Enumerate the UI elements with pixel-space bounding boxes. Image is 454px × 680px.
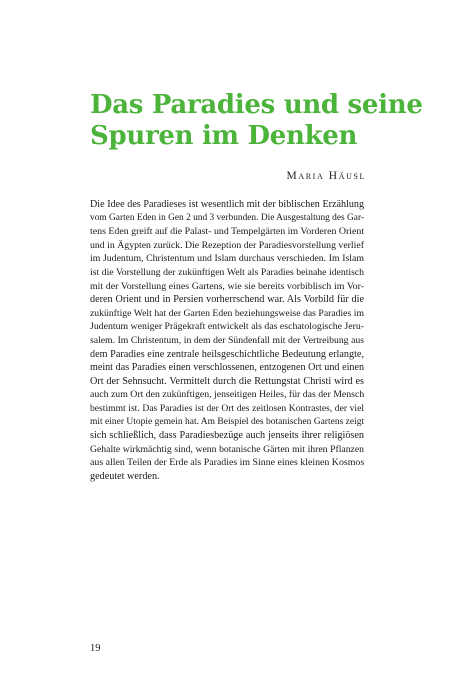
body-line: deren Orient und in Persien vorherrschend war. Als Vorbild für die [90,294,364,306]
body-line: mit der Vorstellung eines Gartens, wie sie bereits vorbiblisch im Vor- [90,280,364,292]
author-name: Maria Häusl [286,170,366,182]
body-line: Die Idee des Paradieses ist wesentlich mit der biblischen Erzählung [90,199,364,210]
body-line: und in Ägypten zurück. Die Rezeption der Paradiesvorstellung verlief [90,239,364,251]
body-line: salem. Im Christentum, in dem der Sündenfall mit der Vertreibung aus [90,334,364,346]
body-line: vom Garten Eden in Gen 2 und 3 verbunden. Die Ausgestaltung des Gar- [90,212,364,223]
body-line: bestimmt ist. Das Paradies ist der Ort des zeitlosen Kontrastes, der viel [90,402,364,414]
body-line: ist die Vorstellung der zukünftigen Welt als Paradies beinahe identisch [90,266,364,278]
body-line: im Judentum, Christentum und Islam durchaus verschieden. Im Islam [90,253,364,265]
chapter-title [90,90,423,152]
body-line: Judentum weniger Prägekraft entwickelt als das eschatologische Jeru- [90,321,364,333]
page-number: 19 [90,643,101,654]
chapter-title-line-2: Spuren im Denken [90,121,358,151]
body-line: meint das Paradies einen verschlossenen, entzogenen Ort und einen [90,362,364,374]
body-line: sich schließlich, dass Paradiesbezüge auch jenseits ihrer religiösen [90,430,364,442]
body-line: mit einer Utopie gemein hat. Am Beispiel des botanischen Gartens zeigt [90,416,365,427]
body-line: dem Paradies eine zentrale heilsgeschichtliche Bedeutung erlangte, [90,348,364,360]
body-line: gedeutet werden. [90,470,160,482]
body-line: zukünftige Welt hat der Garten Eden beziehungsweise das Paradies im [90,307,364,319]
body-line: Ort der Sehnsucht. Vermittelt durch die Rettungstat Christi wird es [90,375,364,387]
body-line: auch zum Ort den zukünftigen, jenseitigen Heiles, für das der Mensch [90,389,365,401]
chapter-title-line-1: Das Paradies und seine [90,90,423,120]
body-line: Gehalte wirkmächtig sind, wenn botanische Gärten mit ihren Pflanzen [90,443,364,455]
abstract-paragraph [90,198,364,483]
body-line: tens Eden greift auf die Palast- und Tempelgärten im Vorderen Orient [90,226,365,238]
body-line: aus allen Teilen der Erde als Paradies im Sinne eines kleinen Kosmos [90,457,365,469]
